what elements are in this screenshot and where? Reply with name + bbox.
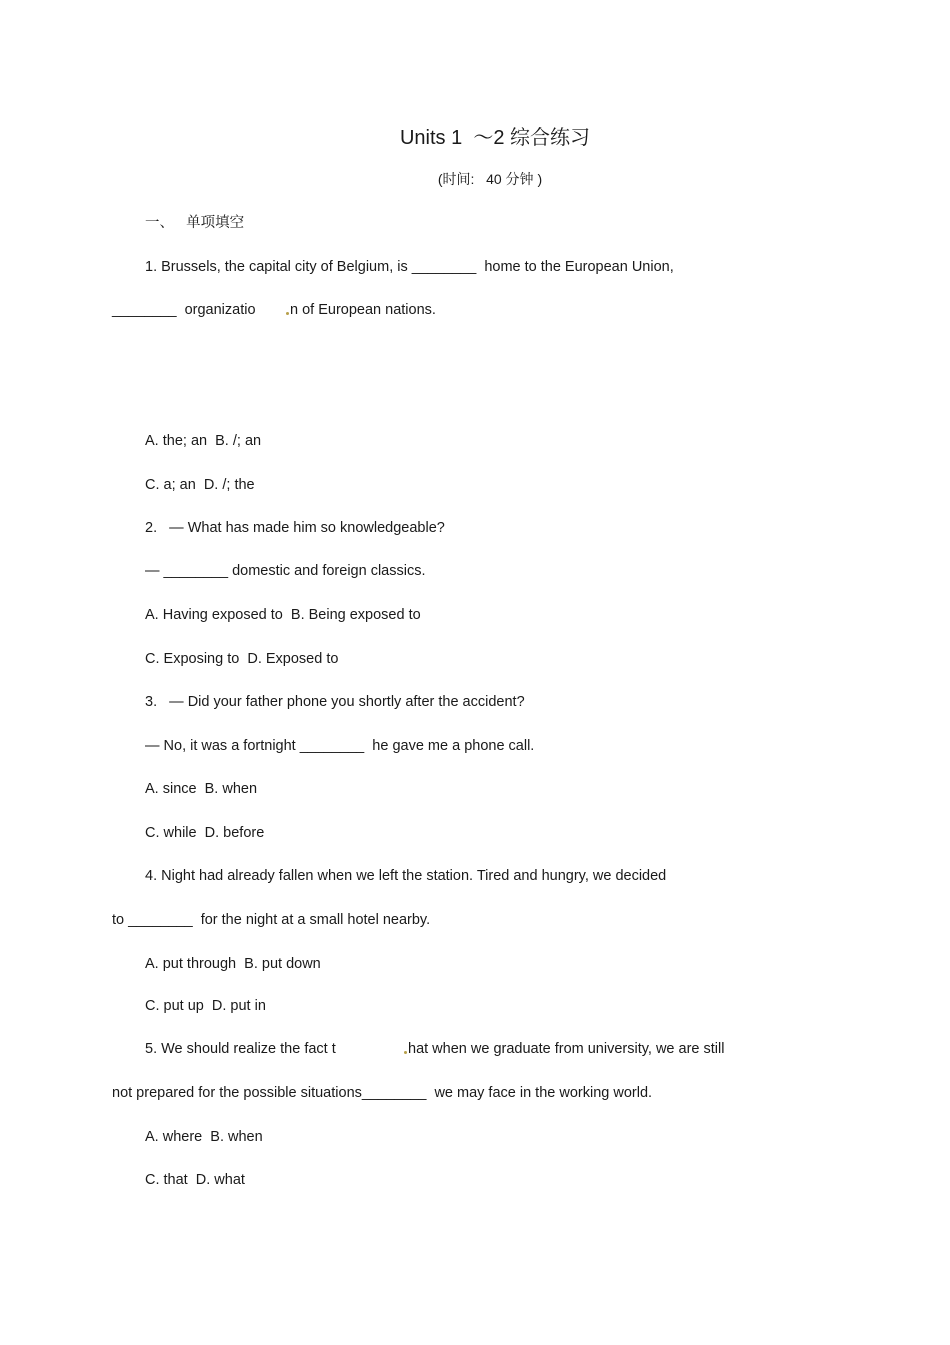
q3-stem-line2: — No, it was a fortnight ________ he gave me a phone call. (145, 738, 535, 754)
section-heading: 一、 单项填空 (145, 215, 245, 231)
q1-stem-line1: 1. Brussels, the capital city of Belgium, is ________ home to the European Union, (145, 259, 674, 275)
q5-stem-line1-b: hat when we graduate from university, we are still (408, 1041, 725, 1057)
q2-stem-line2: — ________ domestic and foreign classics. (145, 563, 426, 579)
q1-stem-line2-b: n of European nations. (290, 302, 436, 318)
q5-stem-line2: not prepared for the possible situations________ we may face in the working world. (112, 1085, 653, 1101)
q3-options-ab: A. since B. when (145, 781, 258, 797)
page-title: Units 1 ～2 综合练习 (399, 127, 591, 149)
scan-dot-mark (286, 312, 289, 315)
q5-options-cd: C. that D. what (145, 1172, 245, 1188)
q2-options-ab: A. Having exposed to B. Being exposed to (145, 607, 421, 623)
q3-stem-line1: 3. — Did your father phone you shortly after the accident? (145, 694, 525, 710)
q2-stem-line1: 2. — What has made him so knowledgeable? (145, 520, 445, 536)
q5-stem-line1-a: 5. We should realize the fact t (145, 1041, 336, 1057)
q4-stem-line1: 4. Night had already fallen when we left the station. Tired and hungry, we decided (145, 868, 667, 884)
q4-options-ab: A. put through B. put down (145, 956, 321, 972)
q5-stem-line1-b-wrap (404, 1040, 724, 1058)
scan-dot-mark (404, 1051, 407, 1054)
q3-options-cd: C. while D. before (145, 825, 265, 841)
q5-options-ab: A. where B. when (145, 1129, 263, 1145)
q1-stem-line2-b-wrap (286, 301, 436, 319)
q1-stem-line2-a: ________ organizatio (112, 302, 256, 318)
time-limit: (时间: 40 分钟 ) (437, 171, 543, 187)
q1-options-cd: C. a; an D. /; the (145, 477, 255, 493)
q1-options-ab: A. the; an B. /; an (145, 433, 262, 449)
q4-stem-line2: to ________ for the night at a small hotel nearby. (112, 912, 431, 928)
q4-options-cd: C. put up D. put in (145, 998, 266, 1014)
q2-options-cd: C. Exposing to D. Exposed to (145, 651, 339, 667)
